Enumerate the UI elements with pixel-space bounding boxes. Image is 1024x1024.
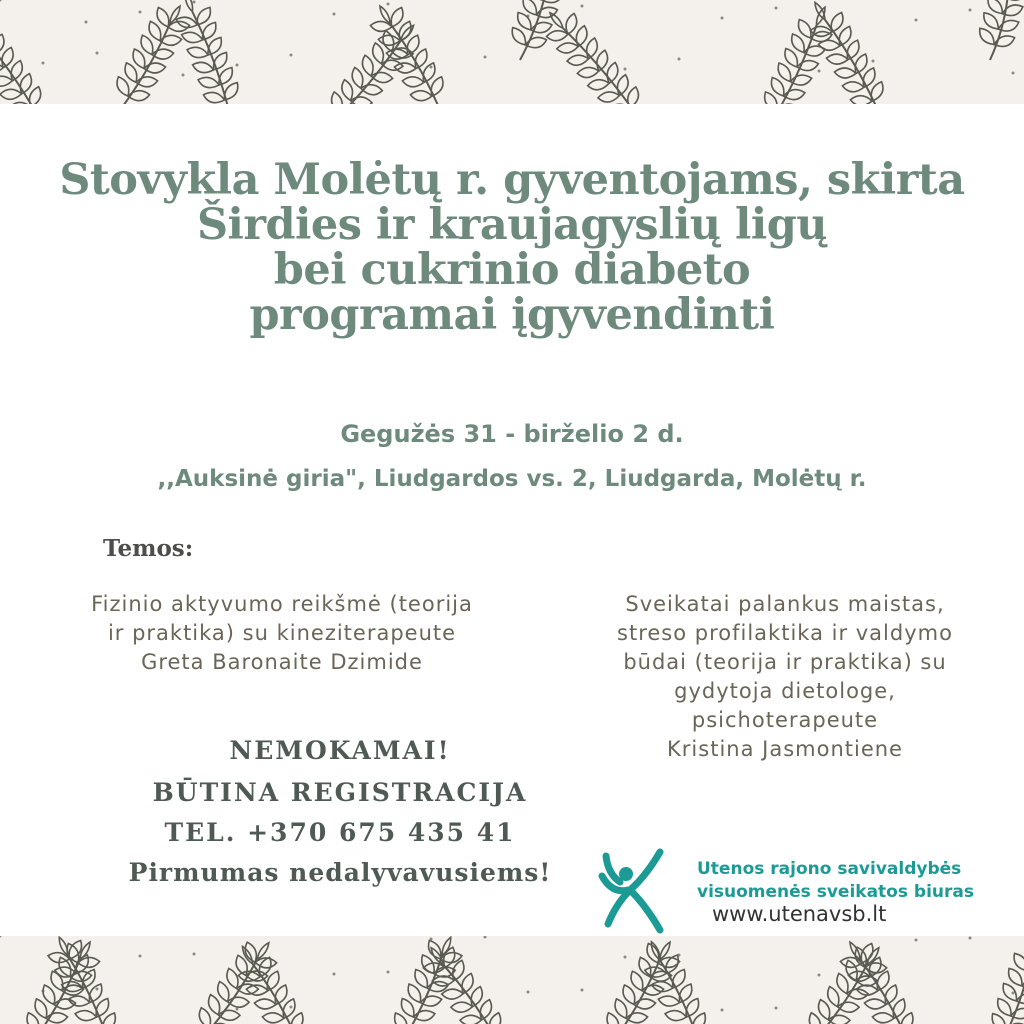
leaf-sprig [799,0,895,104]
leaf-sprig [834,936,925,1024]
topic-physical-activity [22,590,542,677]
decorative-dot [333,13,336,16]
decorative-dot [484,936,487,939]
decorative-dot [96,52,99,55]
decorative-dot [775,1007,778,1010]
leaf-sprig [973,0,1024,65]
free-notice: NEMOKAMAI! [229,736,451,765]
leaf-sprig [0,3,55,104]
utenavsb-logo-icon [598,846,668,936]
poster-title [0,155,1024,340]
title-line-4: programai įgyvendinti [249,290,775,340]
decorative-dot [193,1,196,4]
decorative-dot [333,973,336,976]
decorative-dot [721,17,724,20]
topic-right-line: streso profilaktika ir valdymo [617,621,953,645]
decorative-dot [527,991,530,994]
decorative-dot [969,9,972,12]
decorative-dot [581,5,584,8]
decorative-dot [387,3,390,6]
event-location: ,,Auksinė giria", Liudgardos vs. 2, Liudgarda, Molėtų r. [157,466,867,492]
leaf-sprig [983,936,1024,1024]
decorative-dot [42,62,45,65]
decorative-leaf-band-top [0,0,1024,104]
decorative-dot [182,74,185,77]
leaf-sprig [364,0,455,104]
leaf-sprig [795,937,893,1024]
event-date: Gegužės 31 - birželio 2 d. [340,420,684,448]
leaf-sprig [503,0,571,66]
organization-line-2: visuomenės sveikatos biuras [697,882,974,902]
decorative-leaf-band-bottom [0,936,1024,1024]
decorative-dot [430,66,433,69]
leaf-pattern-bottom [0,936,1024,1024]
leaf-sprig [536,1,654,104]
decorative-dot [139,11,142,14]
title-line-3: bei cukrinio diabeto [273,245,751,295]
decorative-dot [139,955,142,958]
topic-right-line: psichoterapeute [691,708,879,732]
decorative-dot [915,939,918,942]
decorative-dot [85,21,88,24]
topics-heading: Temos: [103,535,194,562]
leaf-sprig [754,0,842,104]
organization-line-1: Utenos rajono savivaldybės [697,859,962,879]
phone-number: TEL. +370 675 435 41 [164,818,516,847]
organization-name [697,858,974,904]
leaf-sprig [227,937,316,1024]
decorative-dot [484,56,487,59]
decorative-dot [872,60,875,63]
decorative-dot [387,971,390,974]
decorative-dot [969,937,972,940]
topic-right-line: gydytoja dietologe, [674,679,896,703]
decorative-dot [624,956,627,959]
decorative-dot [0,0,2,2]
decorative-dot [915,19,918,22]
organization-website: www.utenavsb.lt [712,902,887,926]
decorative-dot [721,1009,724,1012]
decorative-dot [581,989,584,992]
topic-left-line: ir praktika) su kineziterapeute [107,621,457,645]
decorative-dot [818,70,821,73]
decorative-dot [290,54,293,57]
decorative-dot [624,68,627,71]
leaf-sprig [104,0,195,104]
decorative-dot [678,58,681,61]
topic-left-line: Greta Baronaite Dzimide [141,650,423,674]
topic-right-line: Kristina Jasmontiene [667,737,903,761]
leaf-pattern-top [0,0,1024,104]
decorative-dot [193,953,196,956]
decorative-dot [96,988,99,991]
topic-nutrition-stress [560,590,1010,764]
topic-right-line: Sveikatai palankus maistas, [625,592,945,616]
decorative-dot [1012,72,1015,75]
decorative-dot [818,974,821,977]
title-line-2: Širdies ir kraujagyslių ligų [196,200,828,250]
decorative-dot [775,7,778,10]
title-line-1: Stovykla Molėtų r. gyventojams, skirta [59,155,965,205]
registration-notice: BŪTINA REGISTRACIJA [152,778,528,807]
priority-notice: Pirmumas nedalyvavusiems! [128,858,552,887]
leaf-sprig [169,0,247,104]
decorative-dot [290,1006,293,1009]
leaf-sprig [14,936,105,1024]
decorative-dot [0,936,2,938]
topic-right-line: būdai (teorija ir praktika) su [623,650,947,674]
decorative-dot [1012,992,1015,995]
decorative-dot [236,64,239,67]
topic-left-line: Fizinio aktyvumo reikšmė (teorija [91,592,473,616]
